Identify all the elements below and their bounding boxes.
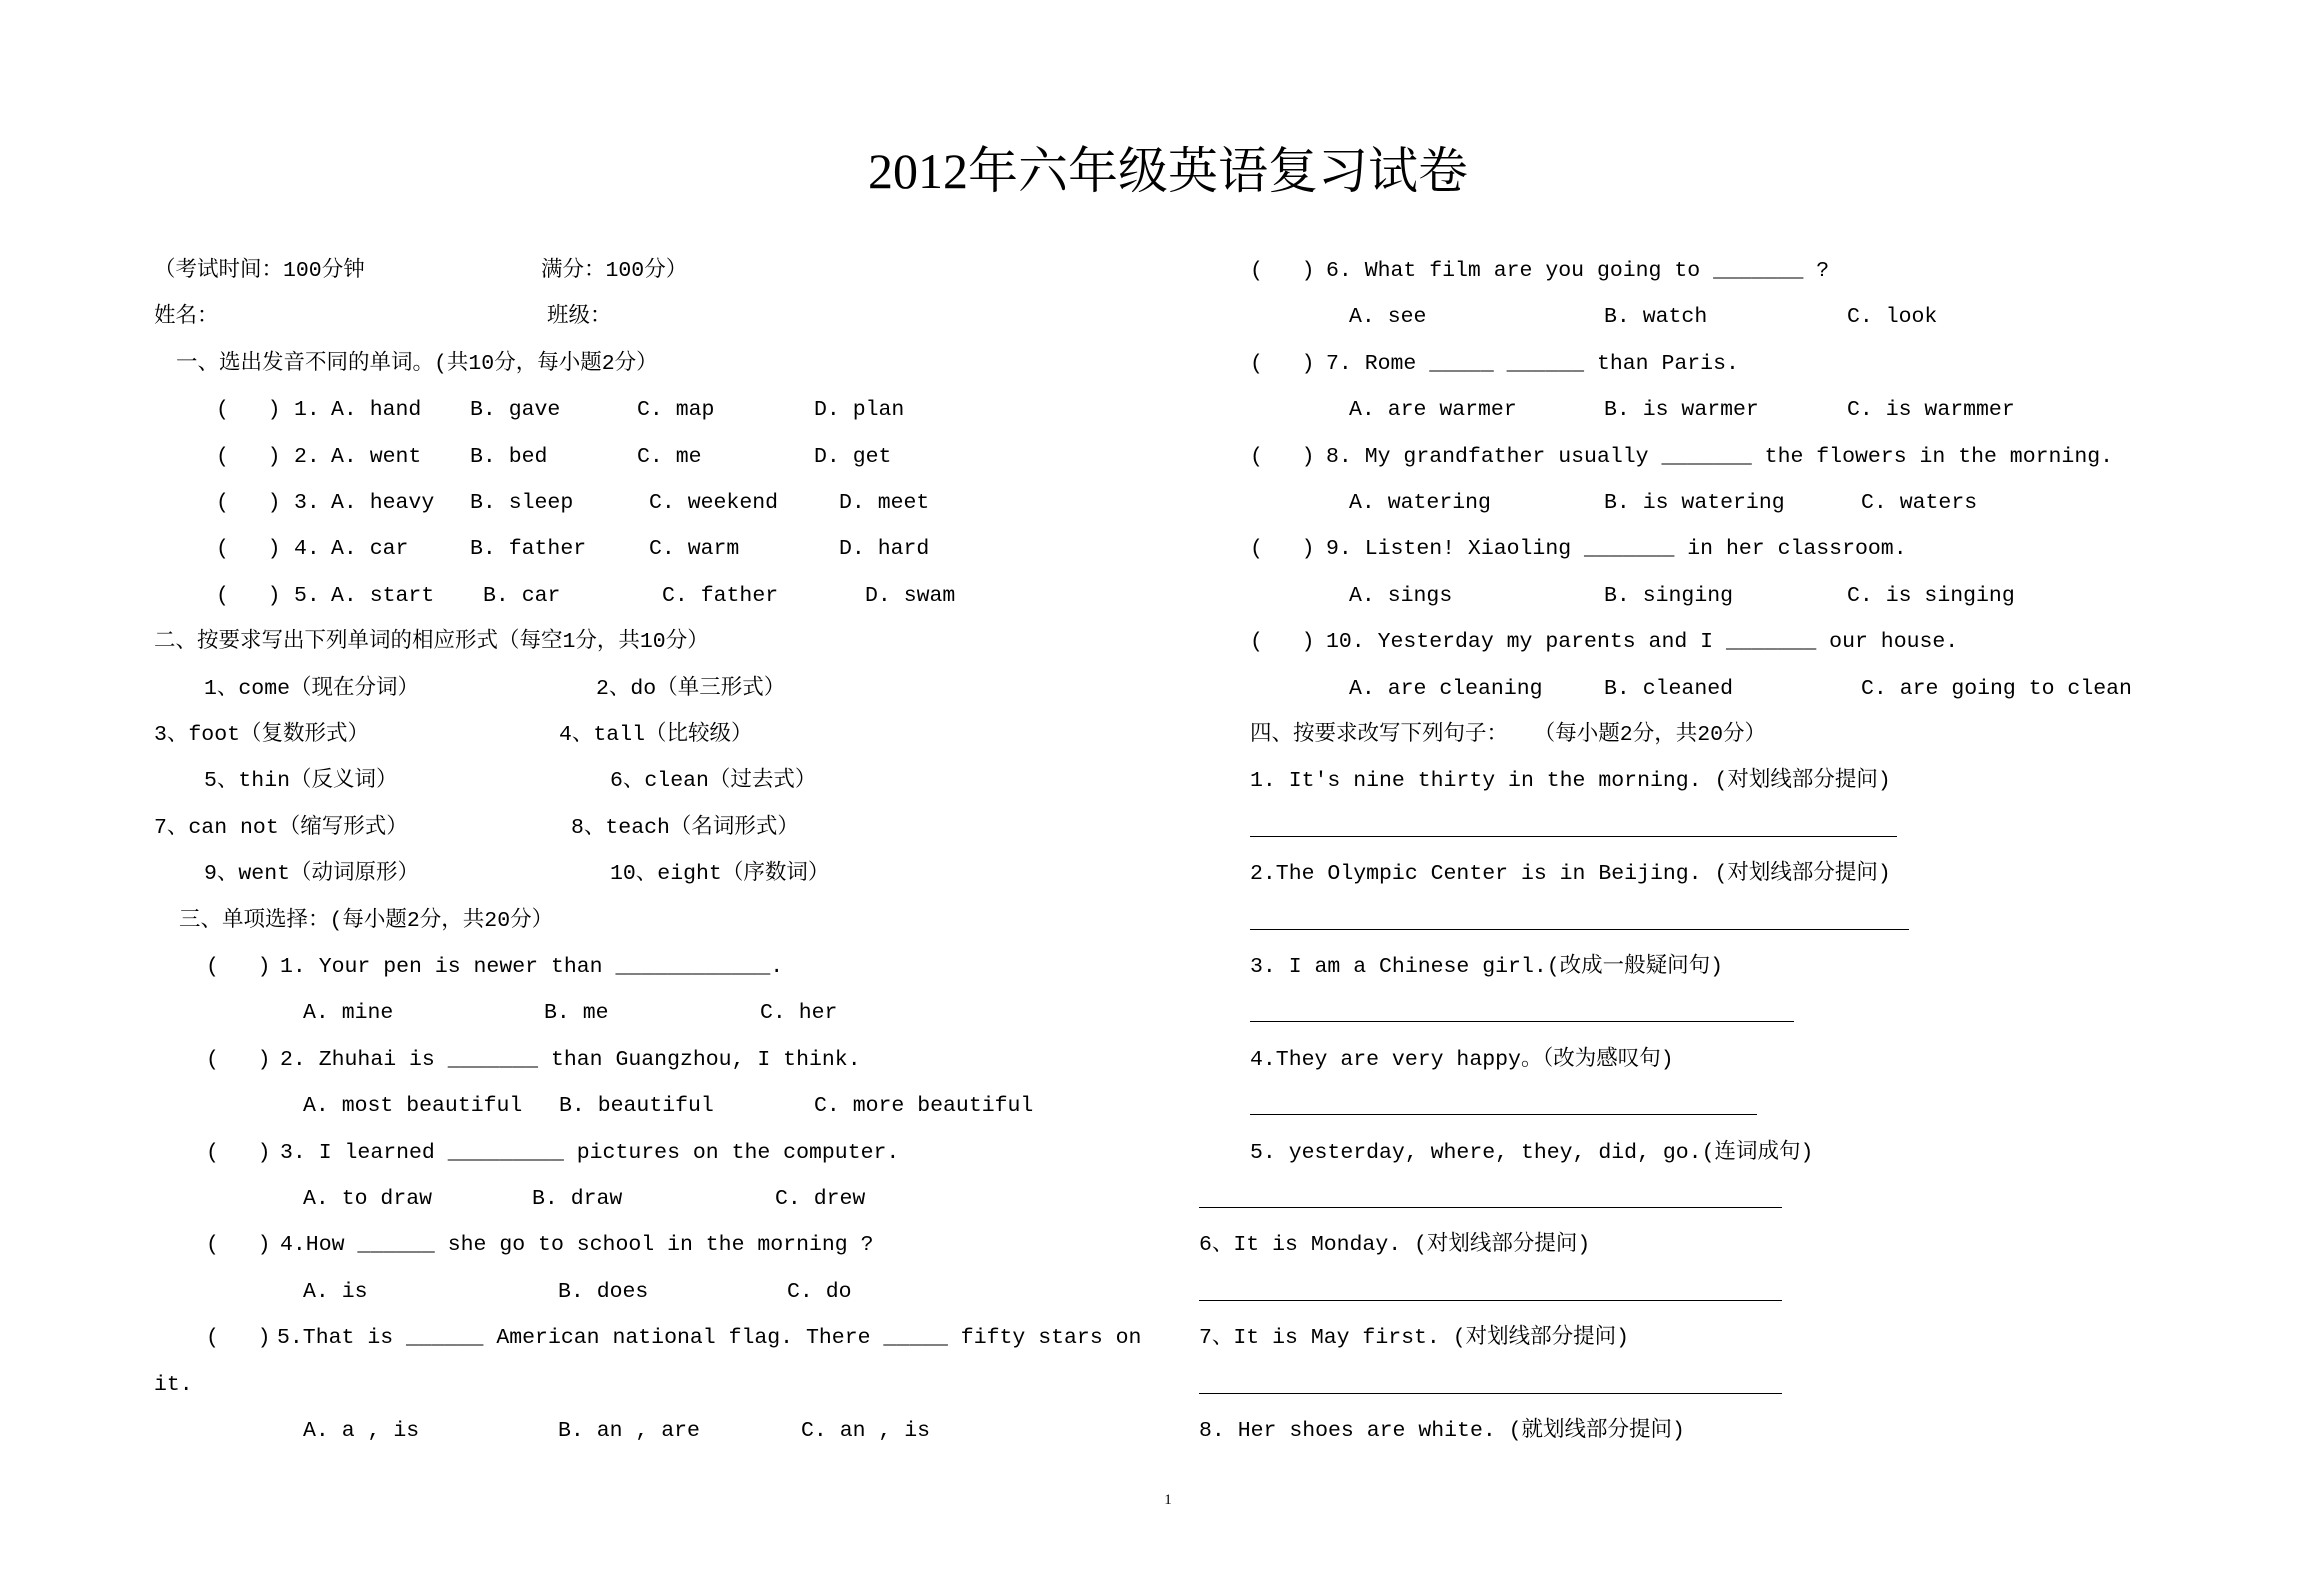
word-form-item: 4、tall（比较级） [559,723,753,747]
option-d: D. hard [839,537,930,562]
option-a: A. car [331,537,409,562]
full-score: 满分：100分） [541,259,688,283]
option-a: A. start [331,583,435,608]
word-form-item: 8、teach（名词形式） [571,815,799,840]
rewrite-question: 7、It is May first. (对划线部分提问) [1199,1326,1630,1351]
question-stem: 1. Your pen is newer than ____________. [280,955,784,979]
question-stem: 9. Listen! Xiaoling _______ in her classroom. [1326,537,1907,562]
answer-bracket: ( ) [1250,259,1315,283]
class-label: 班级： [547,305,612,330]
answer-line [1250,836,1897,837]
option-b: B. bed [470,444,548,469]
exam-title: 2012年六年级英语复习试卷 [868,143,1468,199]
word-form-item: 5、thin（反义词） [204,769,398,794]
option-c: C. are going to clean [1861,676,2132,701]
option-b: B. gave [470,398,561,423]
answer-bracket: ( ) [1250,351,1315,376]
option-d: D. get [814,444,892,469]
part3-heading: 三、单项选择：(每小题2分，共20分） [179,908,554,933]
word-form-item: 10、eight（序数词） [610,862,830,887]
option-c: C. look [1847,305,1938,330]
option-b: B. an , are [558,1419,700,1443]
answer-bracket: ( ) [206,1047,271,1072]
question-stem: 5.That is ______ American national flag. There _____ fifty stars on [277,1326,1142,1351]
option-b: B. father [470,537,587,562]
question-stem: 10. Yesterday my parents and I _______ our house. [1326,630,1959,655]
answer-bracket: ( ) [216,537,281,562]
answer-bracket: ( ) [216,491,281,515]
part1-heading: 一、选出发音不同的单词。(共10分，每小题2分） [176,351,658,376]
answer-bracket: ( ) [216,444,281,469]
answer-line [1199,1207,1782,1208]
question-stem: 7. Rome _____ ______ than Paris. [1326,351,1739,376]
option-c: C. father [662,583,779,608]
option-b: B. sleep [470,491,574,515]
answer-bracket: ( ) [206,1326,271,1351]
option-c: C. is singing [1847,583,2015,608]
option-c: C. drew [775,1187,866,1211]
question-number: 3. [294,491,320,515]
answer-line [1199,1393,1782,1394]
answer-bracket: ( ) [1250,444,1315,469]
option-a: A. sings [1349,583,1453,608]
rewrite-question: 4.They are very happy。（改为感叹句) [1250,1047,1674,1072]
answer-bracket: ( ) [216,583,281,608]
option-a: A. is [303,1279,368,1304]
question-stem: 4.How ______ she go to school in the morning ? [280,1233,874,1258]
answer-line [1250,929,1909,930]
option-a: A. most beautiful [303,1094,523,1119]
answer-line [1250,1021,1794,1022]
rewrite-question: 3. I am a Chinese girl.(改成一般疑问句) [1250,955,1724,979]
option-c: C. her [760,1001,838,1026]
option-b: B. car [483,583,561,608]
question-stem: 6. What film are you going to _______ ? [1326,259,1830,283]
option-d: D. meet [839,491,930,515]
rewrite-question: 2.The Olympic Center is in Beijing. (对划线部分提问) [1250,862,1891,887]
part4-heading: 四、按要求改写下列句子： （每小题2分，共20分） [1250,723,1767,747]
option-a: A. went [331,444,422,469]
option-c: C. waters [1861,491,1978,515]
option-b: B. watch [1604,305,1708,330]
option-c: C. map [637,398,715,423]
option-a: A. heavy [331,491,435,515]
answer-bracket: ( ) [206,1233,271,1258]
question-number: 2. [294,444,320,469]
answer-bracket: ( ) [1250,630,1315,655]
option-a: A. to draw [303,1187,433,1211]
word-form-item: 2、do（单三形式） [596,676,786,701]
page-number: 1 [1164,1492,1172,1508]
question-stem: 2. Zhuhai is _______ than Guangzhou, I think. [280,1047,861,1072]
option-c: C. weekend [649,491,779,515]
option-d: D. plan [814,398,905,423]
word-form-item: 9、went（动词原形） [204,862,420,887]
word-form-item: 1、come（现在分词） [204,676,420,701]
question-number: 5. [294,583,320,608]
answer-line [1199,1300,1782,1301]
option-b: B. is watering [1604,491,1785,515]
word-form-item: 7、can not（缩写形式） [154,815,408,840]
answer-line [1250,1114,1757,1115]
option-a: A. a , is [303,1419,420,1443]
rewrite-question: 1. It's nine thirty in the morning. (对划线部分提问) [1250,769,1891,794]
name-label: 姓名： [154,305,219,330]
word-form-item: 6、clean（过去式） [610,769,817,794]
answer-bracket: ( ) [1250,537,1315,562]
option-c: C. do [787,1279,852,1304]
question-stem: 8. My grandfather usually _______ the flowers in the morning. [1326,444,2114,469]
option-d: D. swam [865,583,956,608]
part2-heading: 二、按要求写出下列单词的相应形式（每空1分，共10分） [154,630,709,655]
option-b: B. singing [1604,583,1734,608]
question-number: 1. [294,398,320,423]
option-c: C. more beautiful [814,1094,1034,1119]
question-stem-continued: it. [154,1372,193,1397]
option-b: B. is warmer [1604,398,1759,423]
option-a: A. mine [303,1001,394,1026]
option-a: A. hand [331,398,422,423]
option-a: A. watering [1349,491,1491,515]
option-a: A. are cleaning [1349,676,1543,701]
answer-bracket: ( ) [216,398,281,423]
answer-bracket: ( ) [206,955,271,979]
option-c: C. me [637,444,702,469]
word-form-item: 3、foot（复数形式） [154,723,370,747]
option-c: C. is warmmer [1847,398,2015,423]
option-b: B. beautiful [559,1094,714,1119]
option-c: C. an , is [801,1419,931,1443]
rewrite-question: 8. Her shoes are white. (就划线部分提问) [1199,1419,1685,1443]
option-a: A. see [1349,305,1427,330]
answer-bracket: ( ) [206,1140,271,1165]
option-b: B. draw [532,1187,623,1211]
question-number: 4. [294,537,320,562]
question-stem: 3. I learned _________ pictures on the computer. [280,1140,900,1165]
exam-time: （考试时间：100分钟 [154,259,365,283]
option-b: B. does [558,1279,649,1304]
option-b: B. cleaned [1604,676,1734,701]
option-a: A. are warmer [1349,398,1517,423]
rewrite-question: 5. yesterday, where, they, did, go.(连词成句) [1250,1140,1814,1165]
option-b: B. me [544,1001,609,1026]
rewrite-question: 6、It is Monday. (对划线部分提问) [1199,1233,1591,1258]
option-c: C. warm [649,537,740,562]
